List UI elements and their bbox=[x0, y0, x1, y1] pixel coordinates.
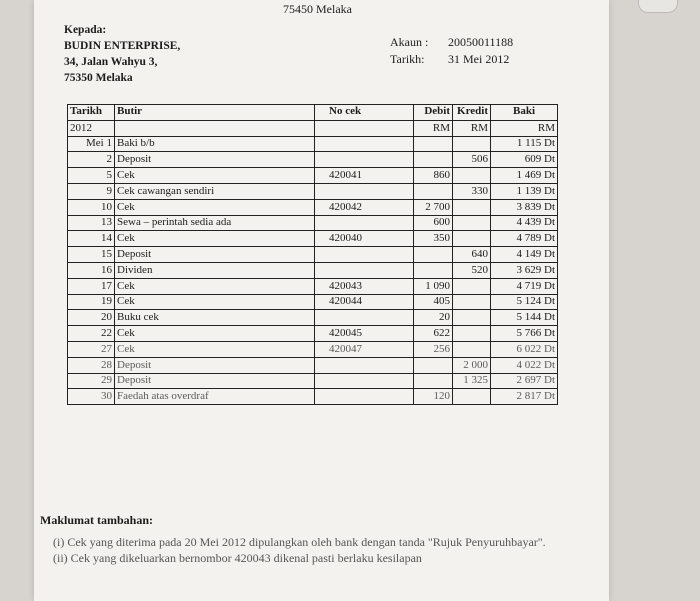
row-debit: 256 bbox=[414, 341, 453, 357]
row-butir: Sewa – perintah sedia ada bbox=[115, 215, 315, 231]
row-butir: Baki b/b bbox=[115, 136, 315, 152]
row-butir: Cek cawangan sendiri bbox=[115, 183, 315, 199]
row-nocek: 420044 bbox=[315, 294, 414, 310]
table-units-row bbox=[68, 120, 558, 136]
row-baki: 4 022 Dt bbox=[491, 357, 558, 373]
row-nocek bbox=[315, 373, 414, 389]
row-tarikh: 29 bbox=[68, 373, 115, 389]
row-kredit bbox=[453, 389, 491, 405]
table-row bbox=[68, 357, 558, 373]
row-tarikh: 13 bbox=[68, 215, 115, 231]
row-tarikh: 28 bbox=[68, 357, 115, 373]
table-row bbox=[68, 278, 558, 294]
header-kredit: Kredit bbox=[453, 105, 491, 121]
row-tarikh: 2 bbox=[68, 152, 115, 168]
row-debit: 1 090 bbox=[414, 278, 453, 294]
row-debit: 622 bbox=[414, 326, 453, 342]
row-baki: 6 022 Dt bbox=[491, 341, 558, 357]
recipient-to-label: Kepada: bbox=[64, 24, 107, 36]
row-butir: Cek bbox=[115, 341, 315, 357]
row-baki: 4 719 Dt bbox=[491, 278, 558, 294]
row-kredit bbox=[453, 199, 491, 215]
row-debit bbox=[414, 183, 453, 199]
row-baki: 5 144 Dt bbox=[491, 310, 558, 326]
row-baki: 5 124 Dt bbox=[491, 294, 558, 310]
row-nocek bbox=[315, 389, 414, 405]
header-tarikh: Tarikh bbox=[68, 105, 115, 121]
row-kredit bbox=[453, 326, 491, 342]
row-tarikh: 15 bbox=[68, 247, 115, 263]
recipient-line: 75350 Melaka bbox=[64, 72, 133, 84]
table-row bbox=[68, 294, 558, 310]
table-row bbox=[68, 136, 558, 152]
row-debit: 120 bbox=[414, 389, 453, 405]
row-tarikh: 16 bbox=[68, 262, 115, 278]
row-nocek bbox=[315, 215, 414, 231]
row-debit: 860 bbox=[414, 168, 453, 184]
row-baki: 5 766 Dt bbox=[491, 326, 558, 342]
row-kredit bbox=[453, 215, 491, 231]
row-nocek: 420040 bbox=[315, 231, 414, 247]
row-butir: Faedah atas overdraf bbox=[115, 389, 315, 405]
row-kredit bbox=[453, 294, 491, 310]
unit-debit: RM bbox=[414, 120, 453, 136]
recipient-line: 34, Jalan Wahyu 3, bbox=[64, 56, 158, 68]
row-butir: Cek bbox=[115, 326, 315, 342]
header-baki: Baki bbox=[491, 105, 558, 121]
row-tarikh: Mei 1 bbox=[68, 136, 115, 152]
row-kredit bbox=[453, 168, 491, 184]
table-row bbox=[68, 310, 558, 326]
window-corner bbox=[638, 0, 678, 13]
row-baki: 2 697 Dt bbox=[491, 373, 558, 389]
row-tarikh: 5 bbox=[68, 168, 115, 184]
akaun-label: Akaun : bbox=[390, 35, 429, 49]
row-nocek bbox=[315, 247, 414, 263]
row-tarikh: 30 bbox=[68, 389, 115, 405]
row-butir: Buku cek bbox=[115, 310, 315, 326]
row-butir: Deposit bbox=[115, 373, 315, 389]
row-debit bbox=[414, 357, 453, 373]
table-row bbox=[68, 262, 558, 278]
table-row bbox=[68, 231, 558, 247]
row-debit bbox=[414, 373, 453, 389]
table-row bbox=[68, 183, 558, 199]
header-ref: 75450 Melaka bbox=[283, 2, 352, 16]
row-kredit bbox=[453, 136, 491, 152]
row-tarikh: 14 bbox=[68, 231, 115, 247]
row-nocek: 420043 bbox=[315, 278, 414, 294]
row-baki: 4 439 Dt bbox=[491, 215, 558, 231]
unit-kredit: RM bbox=[453, 120, 491, 136]
table-body bbox=[68, 136, 558, 405]
header-nocek: No cek bbox=[315, 105, 414, 121]
note-item: (i) Cek yang diterima pada 20 Mei 2012 dipulangkan oleh bank dengan tanda "Rujuk Penyuruhbayar". bbox=[53, 535, 546, 549]
row-kredit: 640 bbox=[453, 247, 491, 263]
row-kredit: 506 bbox=[453, 152, 491, 168]
table-row bbox=[68, 152, 558, 168]
row-kredit: 330 bbox=[453, 183, 491, 199]
row-tarikh: 27 bbox=[68, 341, 115, 357]
row-kredit bbox=[453, 231, 491, 247]
row-debit: 405 bbox=[414, 294, 453, 310]
notes-heading: Maklumat tambahan: bbox=[40, 513, 154, 527]
row-nocek bbox=[315, 152, 414, 168]
row-nocek: 420042 bbox=[315, 199, 414, 215]
table-row bbox=[68, 215, 558, 231]
table-row bbox=[68, 168, 558, 184]
row-nocek bbox=[315, 183, 414, 199]
akaun-value: 20050011188 bbox=[448, 35, 514, 49]
tarikh-value: 31 Mei 2012 bbox=[448, 52, 510, 66]
row-debit: 600 bbox=[414, 215, 453, 231]
row-debit bbox=[414, 136, 453, 152]
row-butir: Deposit bbox=[115, 152, 315, 168]
row-tarikh: 20 bbox=[68, 310, 115, 326]
recipient-block bbox=[64, 22, 180, 86]
row-kredit: 520 bbox=[453, 262, 491, 278]
empty-cell bbox=[315, 120, 414, 136]
row-butir: Deposit bbox=[115, 247, 315, 263]
row-tarikh: 10 bbox=[68, 199, 115, 215]
row-butir: Cek bbox=[115, 168, 315, 184]
table-row bbox=[68, 373, 558, 389]
header-butir: Butir bbox=[115, 105, 315, 121]
row-baki: 1 469 Dt bbox=[491, 168, 558, 184]
row-nocek bbox=[315, 310, 414, 326]
row-kredit bbox=[453, 341, 491, 357]
table-row bbox=[68, 389, 558, 405]
row-debit bbox=[414, 152, 453, 168]
row-baki: 1 115 Dt bbox=[491, 136, 558, 152]
row-kredit: 2 000 bbox=[453, 357, 491, 373]
table-row bbox=[68, 199, 558, 215]
row-debit bbox=[414, 262, 453, 278]
row-kredit: 1 325 bbox=[453, 373, 491, 389]
additional-info bbox=[40, 512, 613, 566]
account-row bbox=[390, 34, 513, 51]
recipient-line: BUDIN ENTERPRISE, bbox=[64, 40, 181, 52]
row-tarikh: 17 bbox=[68, 278, 115, 294]
row-butir: Cek bbox=[115, 199, 315, 215]
row-baki: 4 149 Dt bbox=[491, 247, 558, 263]
row-nocek: 420047 bbox=[315, 341, 414, 357]
empty-cell bbox=[115, 120, 315, 136]
row-baki: 4 789 Dt bbox=[491, 231, 558, 247]
row-baki: 1 139 Dt bbox=[491, 183, 558, 199]
row-baki: 2 817 Dt bbox=[491, 389, 558, 405]
row-debit: 2 700 bbox=[414, 199, 453, 215]
table-row bbox=[68, 341, 558, 357]
row-debit: 20 bbox=[414, 310, 453, 326]
row-nocek bbox=[315, 262, 414, 278]
row-baki: 3 839 Dt bbox=[491, 199, 558, 215]
row-nocek: 420045 bbox=[315, 326, 414, 342]
unit-baki: RM bbox=[491, 120, 558, 136]
header-debit: Debit bbox=[414, 105, 453, 121]
row-debit bbox=[414, 247, 453, 263]
row-tarikh: 19 bbox=[68, 294, 115, 310]
row-baki: 609 Dt bbox=[491, 152, 558, 168]
bank-statement-table bbox=[67, 104, 558, 405]
table-row bbox=[68, 326, 558, 342]
row-kredit bbox=[453, 278, 491, 294]
row-nocek: 420041 bbox=[315, 168, 414, 184]
row-debit: 350 bbox=[414, 231, 453, 247]
table-header-row bbox=[68, 105, 558, 121]
row-nocek bbox=[315, 136, 414, 152]
date-row bbox=[390, 51, 513, 68]
tarikh-label: Tarikh: bbox=[390, 52, 425, 66]
table-row bbox=[68, 247, 558, 263]
row-tarikh: 22 bbox=[68, 326, 115, 342]
note-item: (ii) Cek yang dikeluarkan bernombor 420043 dikenal pasti berlaku kesilapan bbox=[53, 551, 422, 565]
account-block bbox=[390, 34, 513, 68]
row-kredit bbox=[453, 310, 491, 326]
row-butir: Cek bbox=[115, 294, 315, 310]
row-tarikh: 9 bbox=[68, 183, 115, 199]
row-butir: Cek bbox=[115, 278, 315, 294]
row-baki: 3 629 Dt bbox=[491, 262, 558, 278]
row-butir: Cek bbox=[115, 231, 315, 247]
year-cell: 2012 bbox=[68, 120, 115, 136]
row-butir: Dividen bbox=[115, 262, 315, 278]
row-butir: Deposit bbox=[115, 357, 315, 373]
row-nocek bbox=[315, 357, 414, 373]
